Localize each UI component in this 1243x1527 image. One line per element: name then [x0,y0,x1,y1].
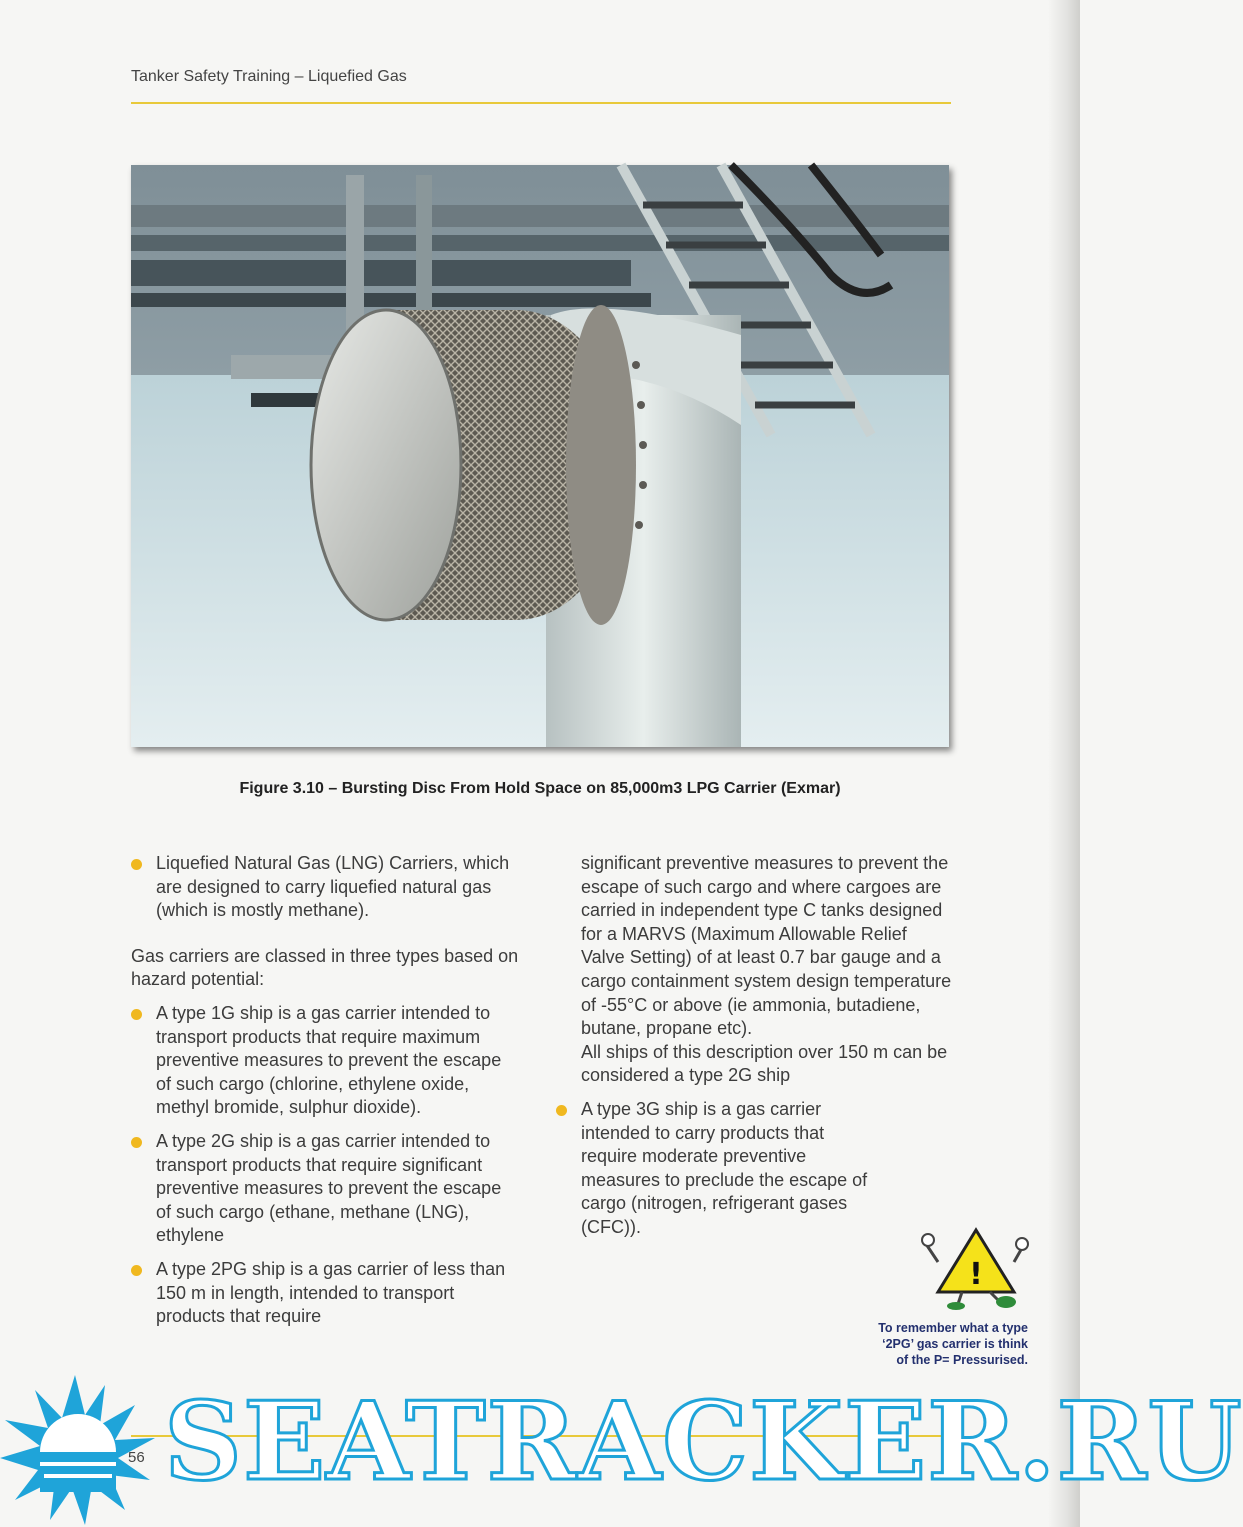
bursting-disc-photo [131,165,949,747]
bullet-icon [131,1137,142,1148]
continuation-text-2: All ships of this description over 150 m can be considered a type 2G ship [581,1041,948,1086]
side-note [840,1320,1028,1368]
classification-intro: Gas carriers are classed in three types based on hazard potential: [131,945,519,990]
watermark-text: SEATRACKER.RU [164,1379,1243,1505]
bullet-icon [556,1105,567,1116]
page-edge [1048,0,1080,1527]
bullet-icon [131,1265,142,1276]
bullet-icon [131,859,142,870]
svg-text:!: ! [969,1257,983,1292]
list-item [131,1258,521,1329]
list-item [131,1130,521,1248]
page-number: 56 [128,1449,145,1466]
side-note-line: of the P= Pressurised. [896,1353,1028,1367]
side-note-line: ‘2PG’ gas carrier is think [882,1337,1028,1351]
bullet-text-lng: Liquefied Natural Gas (LNG) Carriers, which are designed to carry liquefied natural gas (which is mostly methane). [156,853,510,921]
figure-photo [131,165,949,747]
list-item [131,852,521,923]
list-item [556,1098,952,1240]
bullet-text-2pg: A type 2PG ship is a gas carrier of less than 150 m in length, intended to transport products that require [156,1258,506,1327]
running-header: Tanker Safety Training – Liquefied Gas [131,68,407,85]
figure-caption: Figure 3.10 – Bursting Disc From Hold Space on 85,000m3 LPG Carrier (Exmar) [239,780,841,797]
bullet-text-1g: A type 1G ship is a gas carrier intended to transport products that require maximum preventive measures to prevent the escape of such cargo (chlorine, ethylene oxide, methyl bromide, sulphur dioxide). [156,1002,502,1118]
right-column [556,852,952,1240]
header-rule [131,102,951,104]
list-item [131,1002,521,1120]
continuation-text: significant preventive measures to prevent the escape of such cargo and where cargoes are carried in independent type C tanks designed for a MARVS (Maximum Allowable Relief Valve Setting) of at least 0.7 bar gauge and a cargo containment system design temperature of -55°C or above (ie ammonia, butadiene, butane, propane etc). [581,853,952,1039]
bullet-icon [131,1009,142,1020]
bullet-text-2g: A type 2G ship is a gas carrier intended to transport products that require significant preventive measures to prevent the escape of such cargo (ethane, methane (LNG), ethylene [156,1130,502,1246]
left-column [131,852,521,1329]
warning-mascot-icon [922,1222,1030,1310]
bullet-text-3g: A type 3G ship is a gas carrier intended to carry products that require moderate preventive measures to preclude the escape of cargo (nitrogen, refrigerant gases (CFC)). [581,1098,868,1237]
side-note-line: To remember what a type [878,1321,1028,1335]
